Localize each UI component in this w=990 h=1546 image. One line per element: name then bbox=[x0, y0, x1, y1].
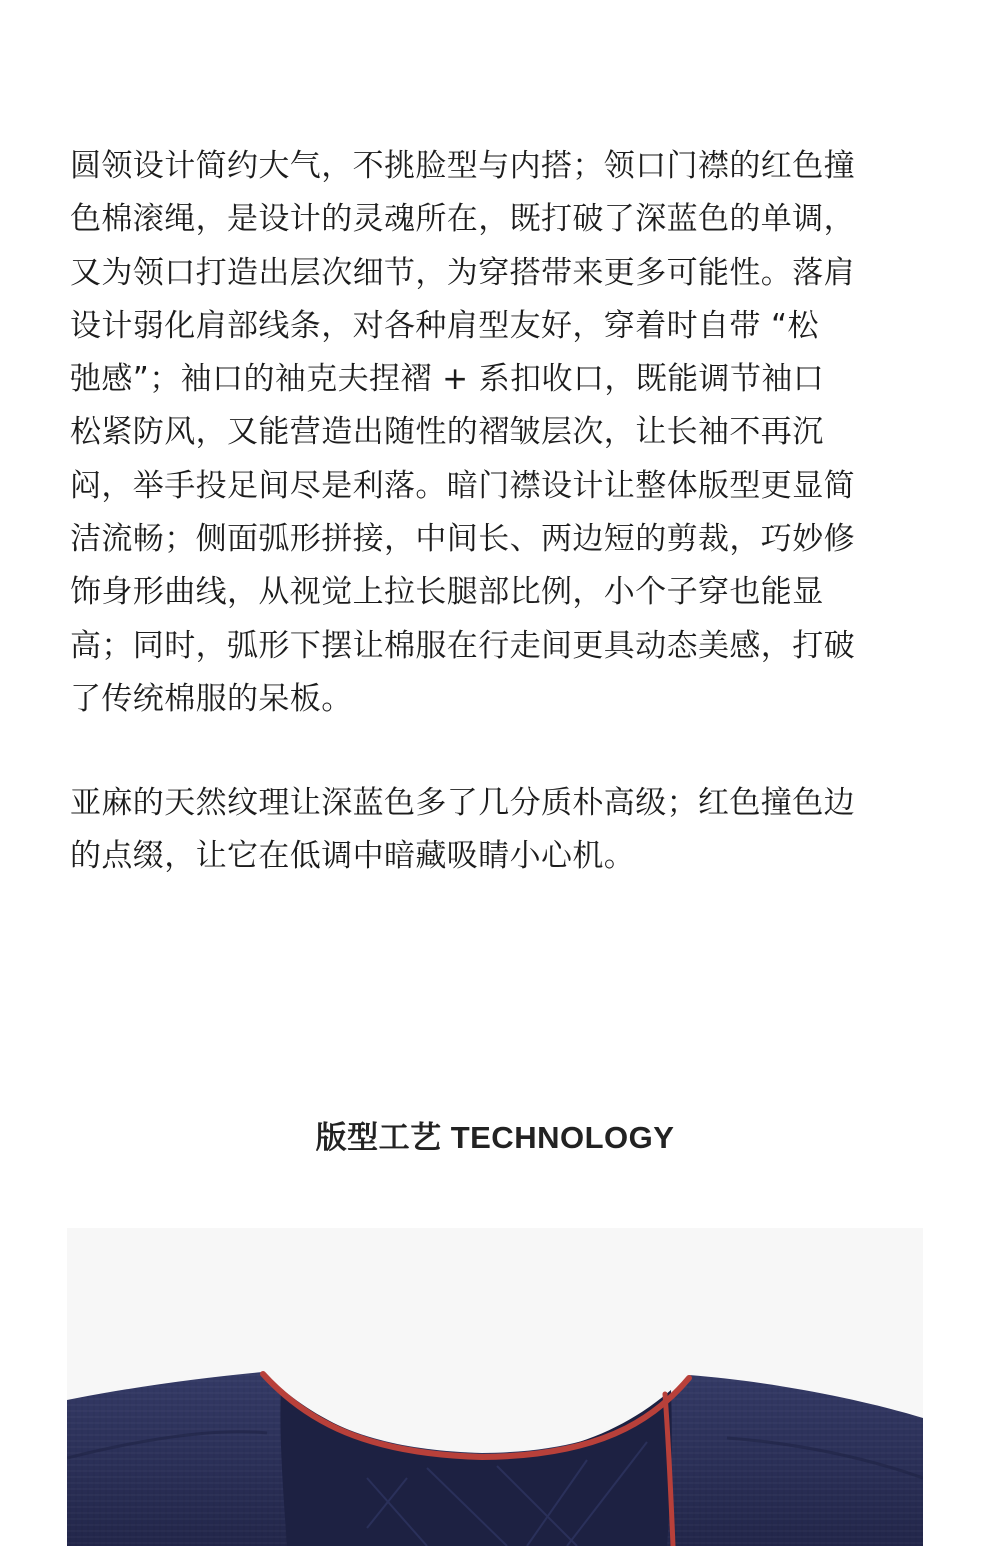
section-title: 版型工艺 TECHNOLOGY bbox=[315, 1120, 675, 1155]
fabric-description-paragraph: 亚麻的天然纹理让深蓝色多了几分质朴高级；红色撞色边 的点缀，让它在低调中暗藏吸睛小心机。 bbox=[70, 785, 855, 875]
jacket-collar-image bbox=[67, 1228, 923, 1546]
product-photo bbox=[67, 1228, 923, 1546]
design-description-paragraph: 圆领设计简约大气，不挑脸型与内搭；领口门襟的红色撞 色棉滚绳，是设计的灵魂所在，既打破了深蓝色的单调， 又为领口打造出层次细节，为穿搭带来更多可能性。落肩 设计弱化肩部线条，对各种肩型友好，穿着时自带 “松 弛感”；袖口的袖克夫捏褶 + 系扣收口，既能调节袖口 松紧防风，又能营造出随性的褶皱层次，让长袖不再沉 闷，举手投足间尽是利落。暗门襟设计让整体版型更显简 洁流畅；侧面弧形拼接，中间长、两边短的剪裁，巧妙修 饰身形曲线，从视觉上拉长腿部比例，小个子穿也能显 高；同时，弧形下摆让棉服在行走间更具动态美感，打破 了传统棉服的呆板。 bbox=[70, 148, 855, 717]
